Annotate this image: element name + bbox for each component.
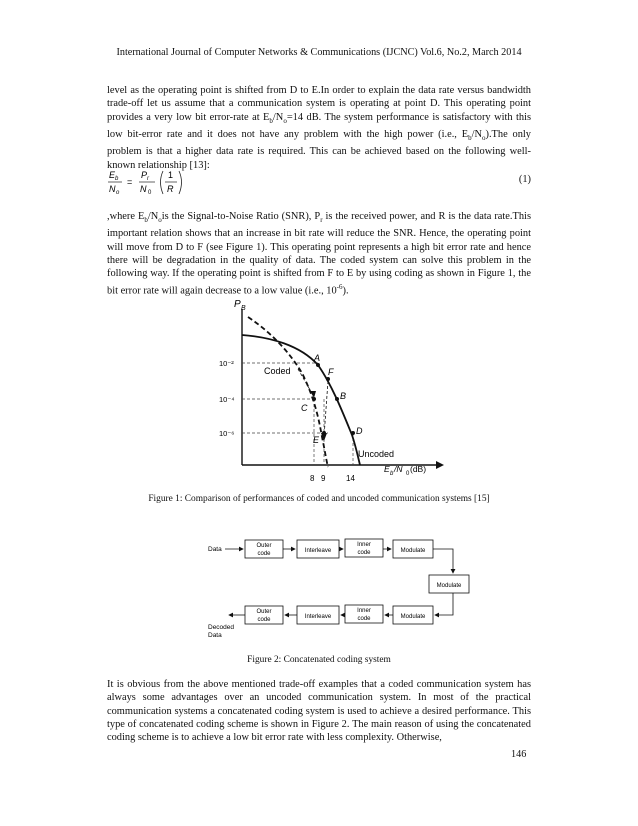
svg-text:code: code (257, 551, 271, 557)
point-e (322, 431, 326, 435)
point-b (335, 397, 339, 401)
arrow-f-to-e (324, 381, 328, 437)
svg-text:Interleave: Interleave (304, 614, 332, 620)
svg-text:Modulate: Modulate (436, 583, 462, 589)
x-tick-label: 14 (346, 474, 355, 483)
point-f (326, 377, 330, 381)
coded-label: Coded (264, 366, 291, 376)
svg-text:b: b (115, 176, 119, 182)
svg-text:E: E (109, 170, 116, 180)
x-axis-label: E (384, 464, 390, 474)
x-axis-sub-2: 0 (406, 471, 410, 477)
paragraph-2: ,where $E_b/N_ois$ the Signal-to-Noise Ratio (SNR), $P_r$ is the received power, and R is the data rate.This important relation shows that an increase in bit rate will reduce the SNR. Hence, the operating point will move from D to F (see Figure 1). This operating point represents a high bit error rate and hence there will be degradation in the quality of data. The coded system can solve this problem in the following way. If the operating point is shifted from F to E by using coding as shown in Figure 1, the bit error rate will again decrease to a low value (i.e., $10^{-6}$). (107, 211, 531, 297)
figure-1-plot (200, 295, 450, 485)
point-label-f: F (328, 367, 334, 377)
paragraph-3: It is obvious from the above mentioned trade-off examples that a coded communication system has always some advantages over an uncoded communication system. In most of the practical communication systems a concatenated coding system is used to achieve a desired performance. This type of concatenated coding scheme is shown in Figure 2. The main reason of using the concatenated coding scheme is to achieve a low bit error rate with less complexity. Otherwise, (107, 679, 531, 744)
point-label-a: A (314, 353, 321, 363)
figure-1-caption: Figure 1: Comparison of performances of coded and uncoded communication systems [15] (148, 494, 490, 504)
uncoded-label: Uncoded (358, 449, 395, 459)
figure-2-caption: Figure 2: Concatenated coding system (247, 655, 391, 665)
svg-text:1: 1 (168, 170, 174, 180)
svg-text:o: o (116, 190, 120, 196)
svg-text:code: code (357, 550, 371, 556)
x-axis-label-2: /N (394, 464, 403, 474)
equation-body (107, 168, 217, 198)
svg-text:0: 0 (148, 190, 152, 196)
svg-text:Outer: Outer (256, 543, 272, 549)
x-tick-label: 8 (310, 474, 315, 483)
page-number: 146 (511, 749, 527, 760)
svg-text:R: R (167, 184, 174, 194)
y-tick-label: 10⁻² (219, 359, 234, 368)
svg-text:P: P (141, 170, 148, 180)
svg-text:code: code (357, 616, 371, 622)
x-tick-label: 9 (321, 474, 326, 483)
svg-text:N: N (140, 184, 147, 194)
x-axis-arrow (436, 461, 444, 469)
svg-text:Inner: Inner (357, 608, 371, 614)
y-tick-label: 10⁻⁴ (219, 395, 235, 404)
svg-text:Inner: Inner (357, 542, 371, 548)
y-axis-sub: B (241, 305, 246, 312)
point-a (316, 363, 320, 367)
decoded-data-label-2: Data (208, 632, 222, 639)
y-tick-label: 10⁻⁶ (219, 429, 235, 438)
svg-text:N: N (109, 184, 116, 194)
equation-1 (107, 168, 531, 198)
svg-text:Modulate: Modulate (400, 548, 426, 554)
svg-text:r: r (147, 176, 149, 182)
paragraph-1: level as the operating point is shifted from D to E.In order to explain the data rate versus bandwidth trade-off let us assume that a communication system is operating at point D. This operating point provides a very low bit error-rate at $E_b/N_o=14$ dB. The system performance is satisfactory with this low bit-error rate and it does not have any problem with the high power (i.e., $E_b/N_o).The$ only problem is that a higher data rate is required. This can be achieved based on the following well-known relationship [13]: (107, 85, 531, 171)
x-axis-units: (dB) (410, 464, 427, 474)
equation-number: (1) (518, 174, 531, 185)
svg-text:=: = (127, 177, 133, 187)
svg-text:code: code (257, 617, 271, 623)
y-axis-label: P (234, 299, 241, 310)
x-axis-sub: b (390, 471, 394, 477)
figure-2-diagram (205, 535, 470, 647)
point-d (351, 431, 355, 435)
point-c (312, 397, 316, 401)
decoded-data-label: Decoded (208, 624, 235, 631)
journal-header: International Journal of Computer Networks & Communications (IJCNC) Vol.6, No.2, March 2014 (116, 47, 522, 58)
svg-text:Interleave: Interleave (304, 548, 332, 554)
point-label-c: C (301, 403, 308, 413)
point-label-b: B (340, 391, 347, 401)
data-input-label: Data (208, 546, 222, 553)
point-label-d: D (356, 426, 363, 436)
point-label-e: E (313, 435, 320, 445)
svg-text:Outer: Outer (256, 609, 272, 615)
svg-text:Modulate: Modulate (400, 614, 426, 620)
